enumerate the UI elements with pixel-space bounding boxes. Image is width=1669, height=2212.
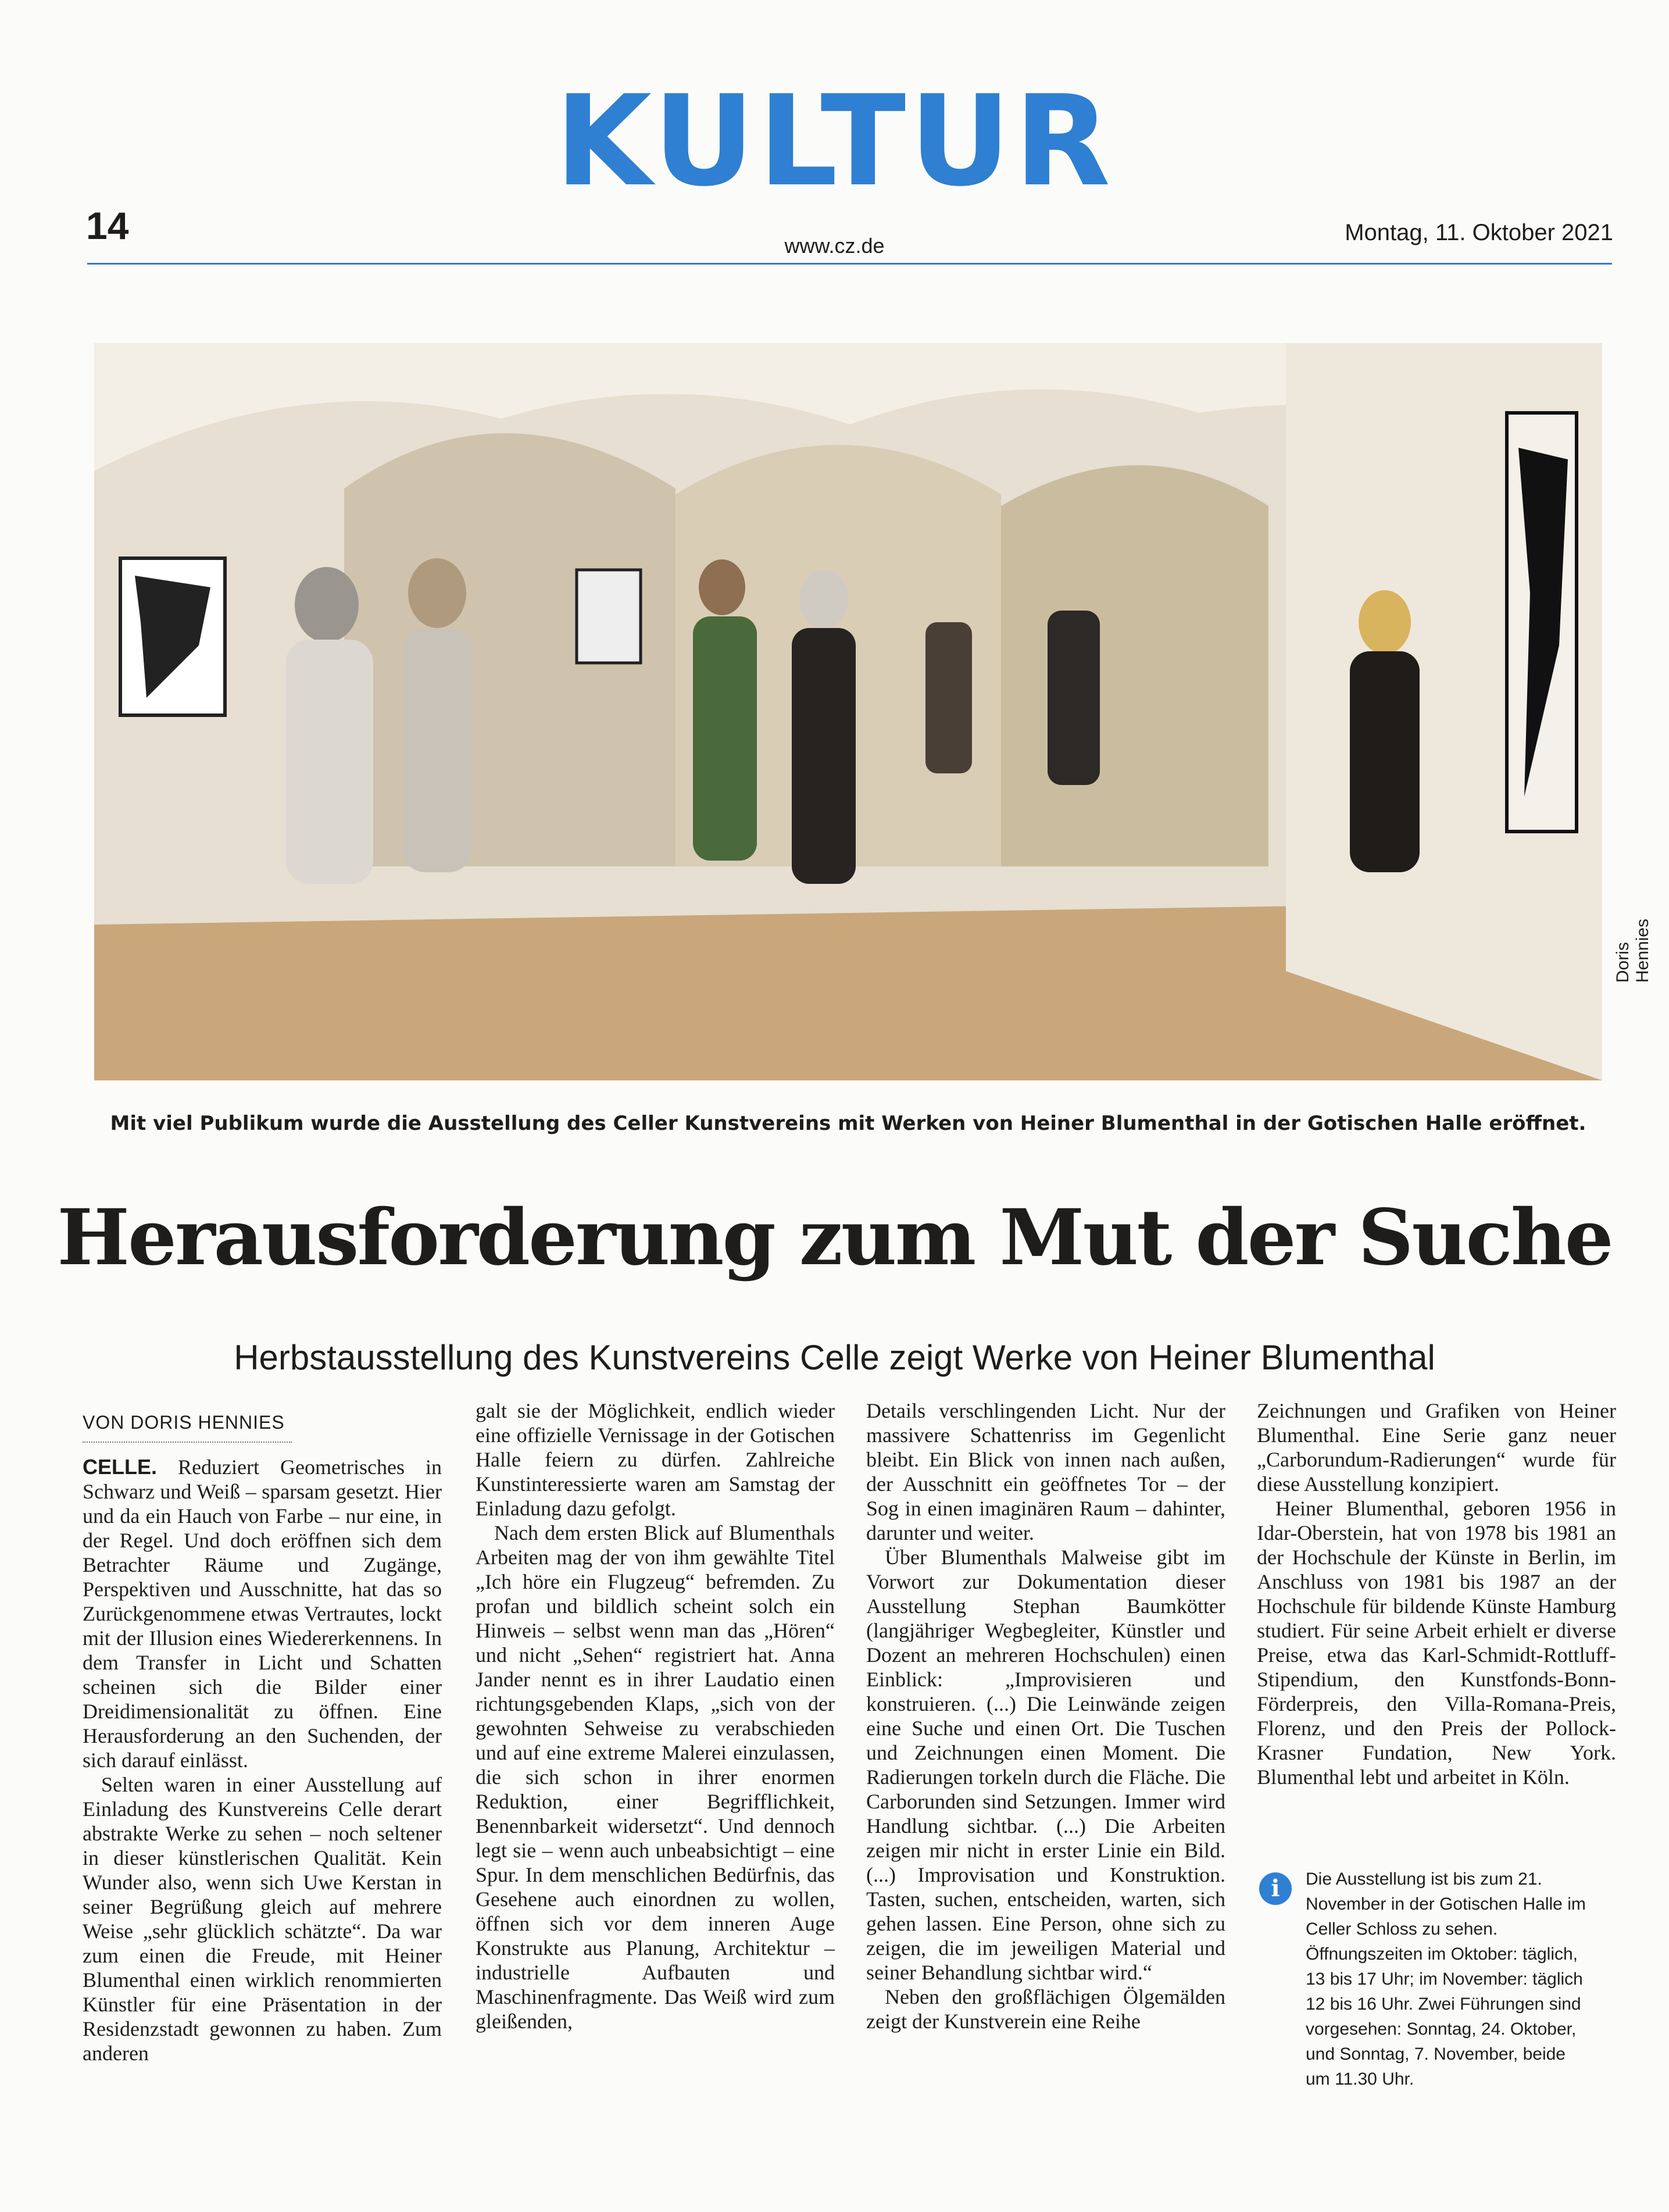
article-subheadline: Herbstausstellung des Kunstvereins Celle zeigt Werke von Heiner Blumenthal [234, 1338, 1435, 1377]
dateline: CELLE. [83, 1455, 158, 1479]
page-number: 14 [86, 204, 129, 247]
website-url: www.cz.de [784, 234, 885, 258]
article-column-3 [866, 1398, 1225, 2033]
paragraph: Über Blumenthals Malweise gibt im Vorwort zur Dokumentation dieser Ausstellung Stephan Baumkötter (langjähriger Wegbegleiter, Künstler und Dozent an mehreren Hochschulen) einen Einblick: „Improvisieren und konstruieren. (...) Die Leinwände zeigen eine Suche und einen Ort. Die Tuschen und Zeichnungen einen Moment. Die Radierungen torkeln durch die Fläche. Die Carborunden sind Setzungen. Immer wird Handlung sichtbar. (...) Die Arbeiten zeigen mir nicht in erster Linie ein Bild. (...) Improvisation und Konstruktion. Tasten, suchen, entscheiden, warten, sich gehen lassen. Eine Person, ohne sich zu zeigen, die im jeweiligen Material und seiner Behandlung sichtbar wird.“ [866, 1546, 1225, 1984]
photo-caption: Mit viel Publikum wurde die Ausstellung des Celler Kunstvereins mit Werken von Heiner Blumenthal in der Gotischen Halle eröffnet. [110, 1112, 1586, 1135]
issue-date: Montag, 11. Oktober 2021 [1345, 220, 1613, 245]
section-title: KULTUR [555, 68, 1114, 214]
exhibition-photo [94, 343, 1602, 1080]
article-column-2 [476, 1398, 835, 2033]
photo-credit: Doris Hennies [1613, 918, 1652, 983]
paragraph: Details verschlingenden Licht. Nur der massivere Schattenriss im Gegenlicht bleibt. Ein Blick von innen nach außen, der Ausschnitt ein geöffnetes Tor – der Sog in einen imaginären Raum – dahinter, darunter und weiter. [866, 1399, 1225, 1544]
paragraph: Selten waren in einer Ausstellung auf Einladung des Kunstvereins Celle derart abstrakte Werke zu sehen – noch seltener in dieser künstlerischen Qualität. Kein Wunder also, wenn sich Uwe Kerstan in seiner Begrüßung gleich auf mehrere Weise „sehr glücklich schätzte“. Da war zum einen die Freude, mit Heiner Blumenthal einen wirklich renommierten Künstler für eine Präsentation in der Residenzstadt gewonnen zu haben. Zum anderen [83, 1773, 442, 2065]
exhibition-photo-illustration [94, 343, 1602, 1080]
article-column-4 [1257, 1398, 1616, 1789]
article-column-1 [83, 1455, 442, 2065]
paragraph: Heiner Blumenthal, geboren 1956 in Idar-Oberstein, hat von 1978 bis 1981 an der Hochschule der Künste in Berlin, im Anschluss von 1981 bis 1987 an der Hochschule für bildende Künste Hamburg studiert. Für seine Arbeit erhielt er diverse Preise, etwa das Karl-Schmidt-Rottluff-Stipendium, den Kunstfonds-Bonn-Förderpreis, den Villa-Romana-Preis, Florenz, und den Preis der Pollock-Krasner Fundation, New York. Blumenthal lebt und arbeitet in Köln. [1257, 1497, 1616, 1789]
header-rule [87, 263, 1612, 265]
info-text: Die Ausstellung ist bis zum 21. November in der Gotischen Halle im Celler Schloss zu sehen. Öffnungszeiten im Oktober: täglich, 13 bis 17 Uhr; im November: täglich 12 bis 16 Uhr. Zwei Führungen sind vorgesehen: Sonntag, 24. Oktober, und Sonntag, 7. November, beide um 11.30 Uhr. [1306, 1870, 1586, 2089]
paragraph: galt sie der Möglichkeit, endlich wieder eine offizielle Vernissage in der Gotischen Halle feiern zu dürfen. Zahlreiche Kunstinteressierte waren am Samstag der Einladung dazu gefolgt. [476, 1399, 835, 1520]
paragraph: Zeichnungen und Grafiken von Heiner Blumenthal. Eine Serie ganz neuer „Carborundum-Radierungen“ wurde für diese Ausstellung konzipiert. [1257, 1399, 1616, 1496]
paragraph-text: Reduziert Geometrisches in Schwarz und Weiß – sparsam gesetzt. Hier und da ein Hauch von Farbe – nur eine, in der Regel. Und doch eröffnen sich dem Betrachter Räume und Zugänge, Perspektiven und Ausschnitte, hat das so Zurückgenommene etwas Vertrautes, lockt mit der Illusion eines Wiedererkennens. In dem Transfer in Licht und Schatten scheinen sich die Bilder einer Dreidimensionalität zu öffnen. Eine Herausforderung an den Suchenden, der sich darauf einlässt. [83, 1455, 442, 1772]
paragraph: Nach dem ersten Blick auf Blumenthals Arbeiten mag der von ihm gewählte Titel „Ich höre ein Flugzeug“ befremden. Zu profan und bildlich scheint solch ein Hinweis – selbst wenn man das „Hören“ und nicht „Sehen“ registriert hat. Anna Jander nennt es in ihrer Laudatio einen richtungsgebenden Klaps, „sich von der gewohnten Sehweise zu verabschieden und auf eine extreme Malerei einzulassen, die sich schon in ihrer enormen Reduktion, einer Begrifflichkeit, Benennbarkeit widersetzt“. Und dennoch legt sie – wenn auch unbeabsichtigt – eine Spur. In dem menschlichen Bedürfnis, das Gesehene auch einordnen zu wollen, öffnen sich vor dem inneren Auge Konstrukte aus Planung, Architektur – industrielle Aufbauten und Maschinenfragmente. Das Weiß wird zum gleißenden, [476, 1521, 835, 2033]
article-headline: Herausforderung zum Mut der Suche [57, 1193, 1612, 1283]
byline: VON DORIS HENNIES [83, 1412, 292, 1443]
paragraph: Neben den großflächigen Ölgemälden zeigt der Kunstverein eine Reihe [866, 1985, 1225, 2033]
paragraph [83, 1455, 442, 1772]
info-icon: i [1259, 1872, 1292, 1905]
